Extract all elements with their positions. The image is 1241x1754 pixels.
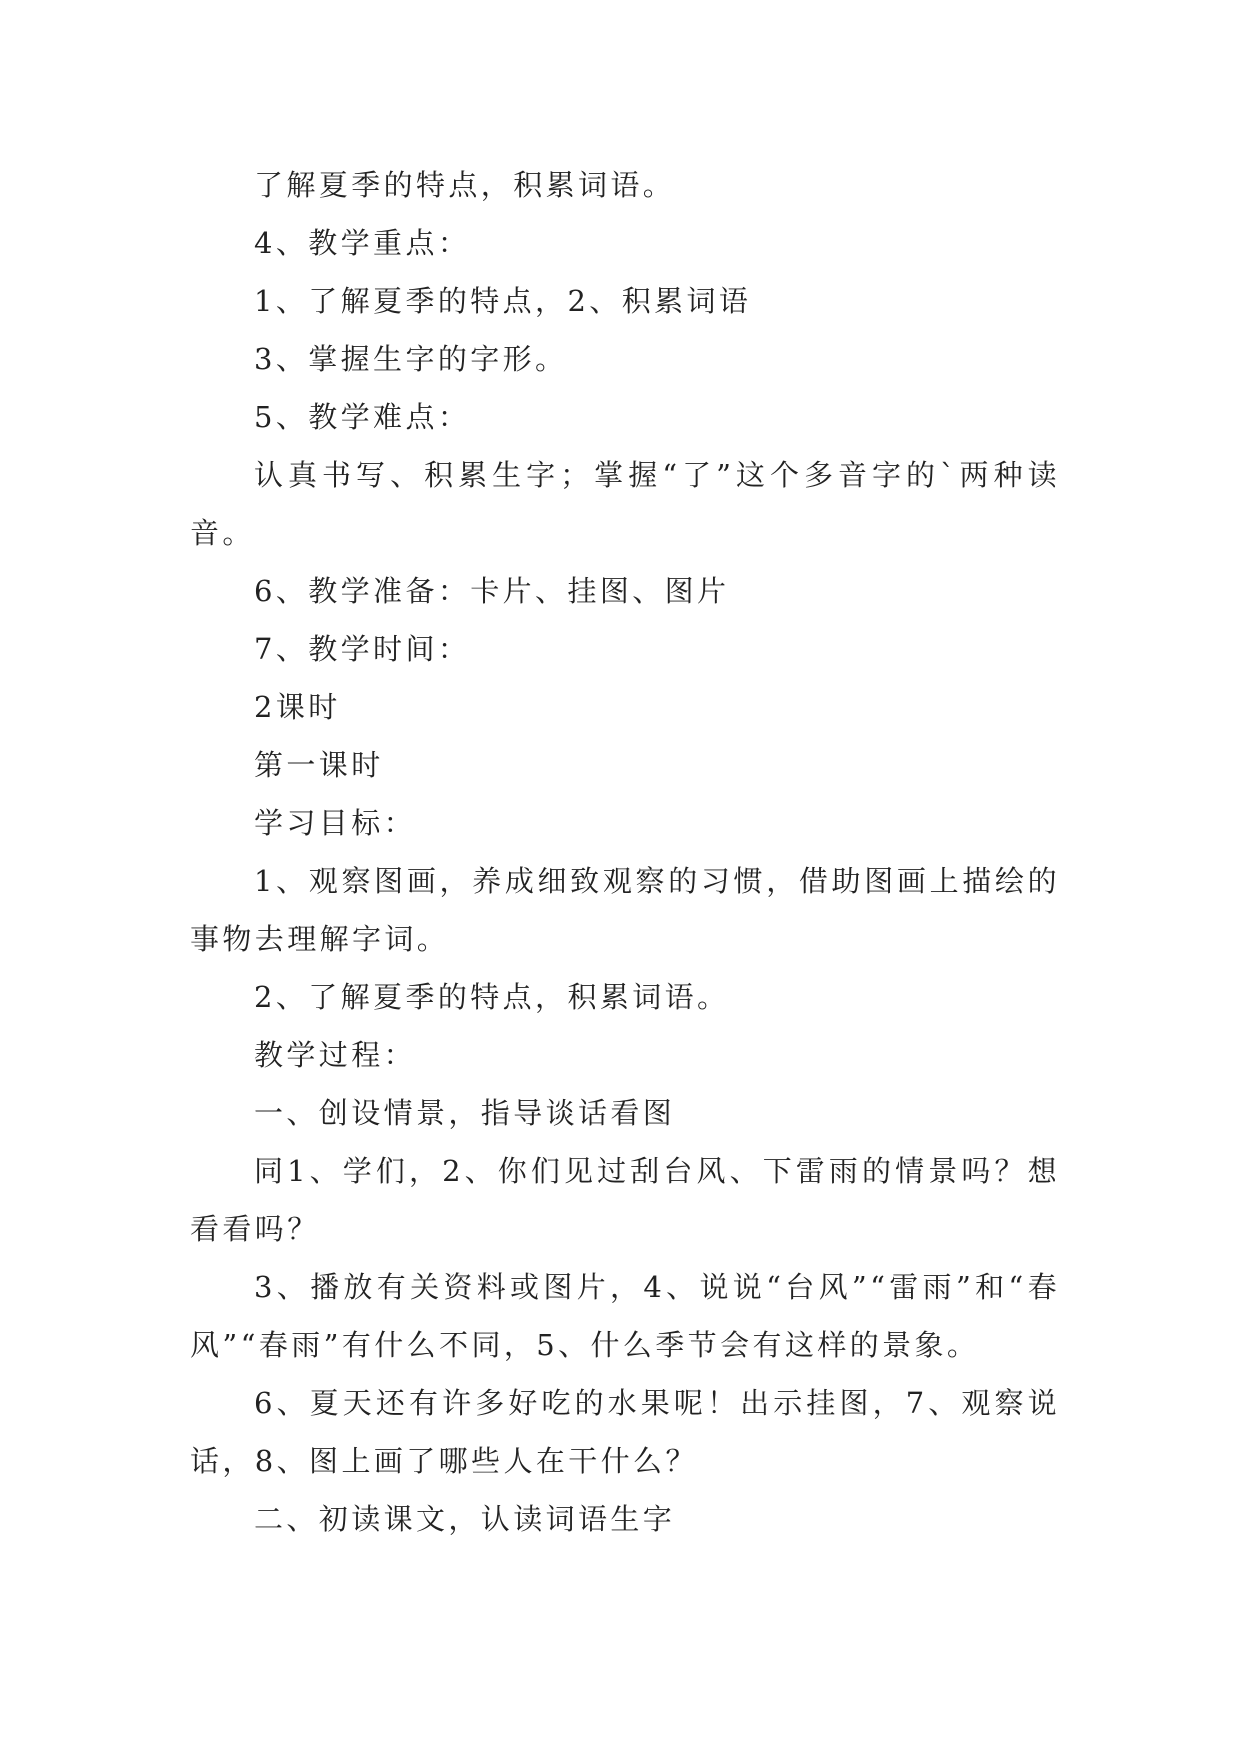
paragraph: 一、创设情景，指导谈话看图 — [254, 1096, 676, 1130]
paragraph: 6、教学准备：卡片、挂图、图片 — [254, 574, 730, 608]
paragraph: 3、掌握生字的字形。 — [254, 342, 568, 376]
paragraph: 6、夏天还有许多好吃的水果呢！出示挂图，7、观察说话，8、图上画了哪些人在干什么？ — [190, 1386, 1060, 1478]
paragraph: 了解夏季的特点，积累词语。 — [254, 168, 676, 202]
paragraph: 1、观察图画，养成细致观察的习惯，借助图画上描绘的事物去理解字词。 — [190, 864, 1060, 956]
paragraph: 3、播放有关资料或图片，4、说说“台风”“雷雨”和“春风”“春雨”有什么不同，5、什么季节会有这样的景象。 — [190, 1270, 1060, 1362]
paragraph: 同1、学们，2、你们见过刮台风、下雷雨的情景吗？想看看吗？ — [190, 1154, 1060, 1246]
paragraph: 2课时 — [254, 690, 341, 724]
paragraph: 学习目标： — [254, 806, 417, 840]
paragraph: 2、了解夏季的特点，积累词语。 — [254, 980, 730, 1014]
paragraph: 第一课时 — [254, 748, 384, 782]
paragraph: 1、了解夏季的特点，2、积累词语 — [254, 284, 752, 318]
paragraph: 7、教学时间： — [254, 632, 471, 666]
paragraph: 教学过程： — [254, 1038, 417, 1072]
paragraph: 二、初读课文，认读词语生字 — [254, 1502, 676, 1536]
paragraph: 4、教学重点： — [254, 226, 471, 260]
paragraph: 认真书写、积累生字；掌握“了”这个多音字的`两种读音。 — [190, 458, 1060, 550]
document-page — [190, 0, 1060, 1548]
paragraph: 5、教学难点： — [254, 400, 471, 434]
